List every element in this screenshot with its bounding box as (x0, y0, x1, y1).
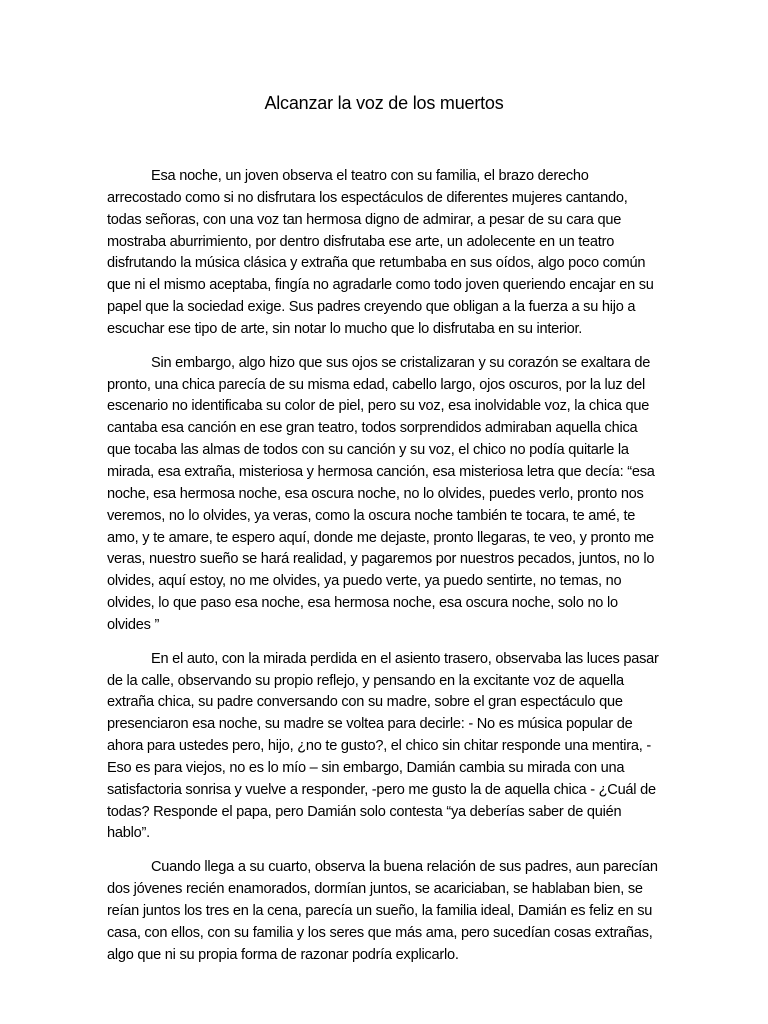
paragraph: Esa noche, un joven observa el teatro con su familia, el brazo derecho arrecostado como si no disfrutara los espectáculos de diferentes mujeres cantando, todas señoras, con una voz tan hermosa digno de admirar, a pesar de su cara que mostraba aburrimiento, por dentro disfrutaba ese arte, un adolecente en un teatro disfrutando la música clásica y extraña que retumbaba en sus oídos, algo poco común que ni el mismo aceptaba, fingía no agradarle como todo joven queriendo encajar en su papel que la sociedad exige. Sus padres creyendo que obligan a la fuerza a su hijo a escuchar ese tipo de arte, sin notar lo mucho que lo disfrutaba en su interior. (107, 168, 654, 337)
paragraph: Cuando llega a su cuarto, observa la buena relación de sus padres, aun parecían dos jóvenes recién enamorados, dormían juntos, se acariciaban, se hablaban bien, se reían juntos los tres en la cena, parecía un sueño, la familia ideal, Damián es feliz en su casa, con ellos, con su familia y los seres que más ama, pero sucedían cosas extrañas, algo que ni su propia forma de razonar podría explicarlo. (107, 859, 658, 963)
paragraph: Sin embargo, algo hizo que sus ojos se cristalizaran y su corazón se exaltara de pronto, una chica parecía de su misma edad, cabello largo, ojos oscuros, por la luz del escenario no identificaba su color de piel, pero su voz, esa inolvidable voz, la chica que cantaba esa canción en ese gran teatro, todos sorprendidos admiraban aquella chica que tocaba las almas de todos con su canción y su voz, el chico no podía quitarle la mirada, esa extraña, misteriosa y hermosa canción, esa misteriosa letra que decía: “esa noche, esa hermosa noche, esa oscura noche, no lo olvides, puedes verlo, pronto nos veremos, no lo olvides, ya veras, como la oscura noche también te tocara, te amé, te amo, y te amare, te espero aquí, donde me dejaste, pronto llegaras, te veo, y pronto me veras, nuestro sueño se hará realidad, y pagaremos por nuestros pecados, juntos, no lo olvides, aquí estoy, no me olvides, ya puedo verte, ya puedo sentirte, no temas, no olvides, lo que paso esa noche, esa hermosa noche, esa oscura noche, solo no lo olvides ” (107, 354, 655, 633)
document-body (107, 166, 664, 979)
document-title: Alcanzar la voz de los muertos (264, 93, 504, 113)
paragraph: En el auto, con la mirada perdida en el asiento trasero, observaba las luces pasar de la calle, observando su propio reflejo, y pensando en la excitante voz de aquella extraña chica, su padre conversando con su madre, sobre el gran espectáculo que presenciaron esa noche, su madre se voltea para decirle: - No es música popular de ahora para ustedes pero, hijo, ¿no te gusto?, el chico sin chitar responde una mentira, - Eso es para viejos, no es lo mío – sin embargo, Damián cambia su mirada con una satisfactoria sonrisa y vuelve a responder, -pero me gusto la de aquella chica - ¿Cuál de todas? Responde el papa, pero Damián solo contesta “ya deberías saber de quién hablo”. (107, 650, 659, 842)
